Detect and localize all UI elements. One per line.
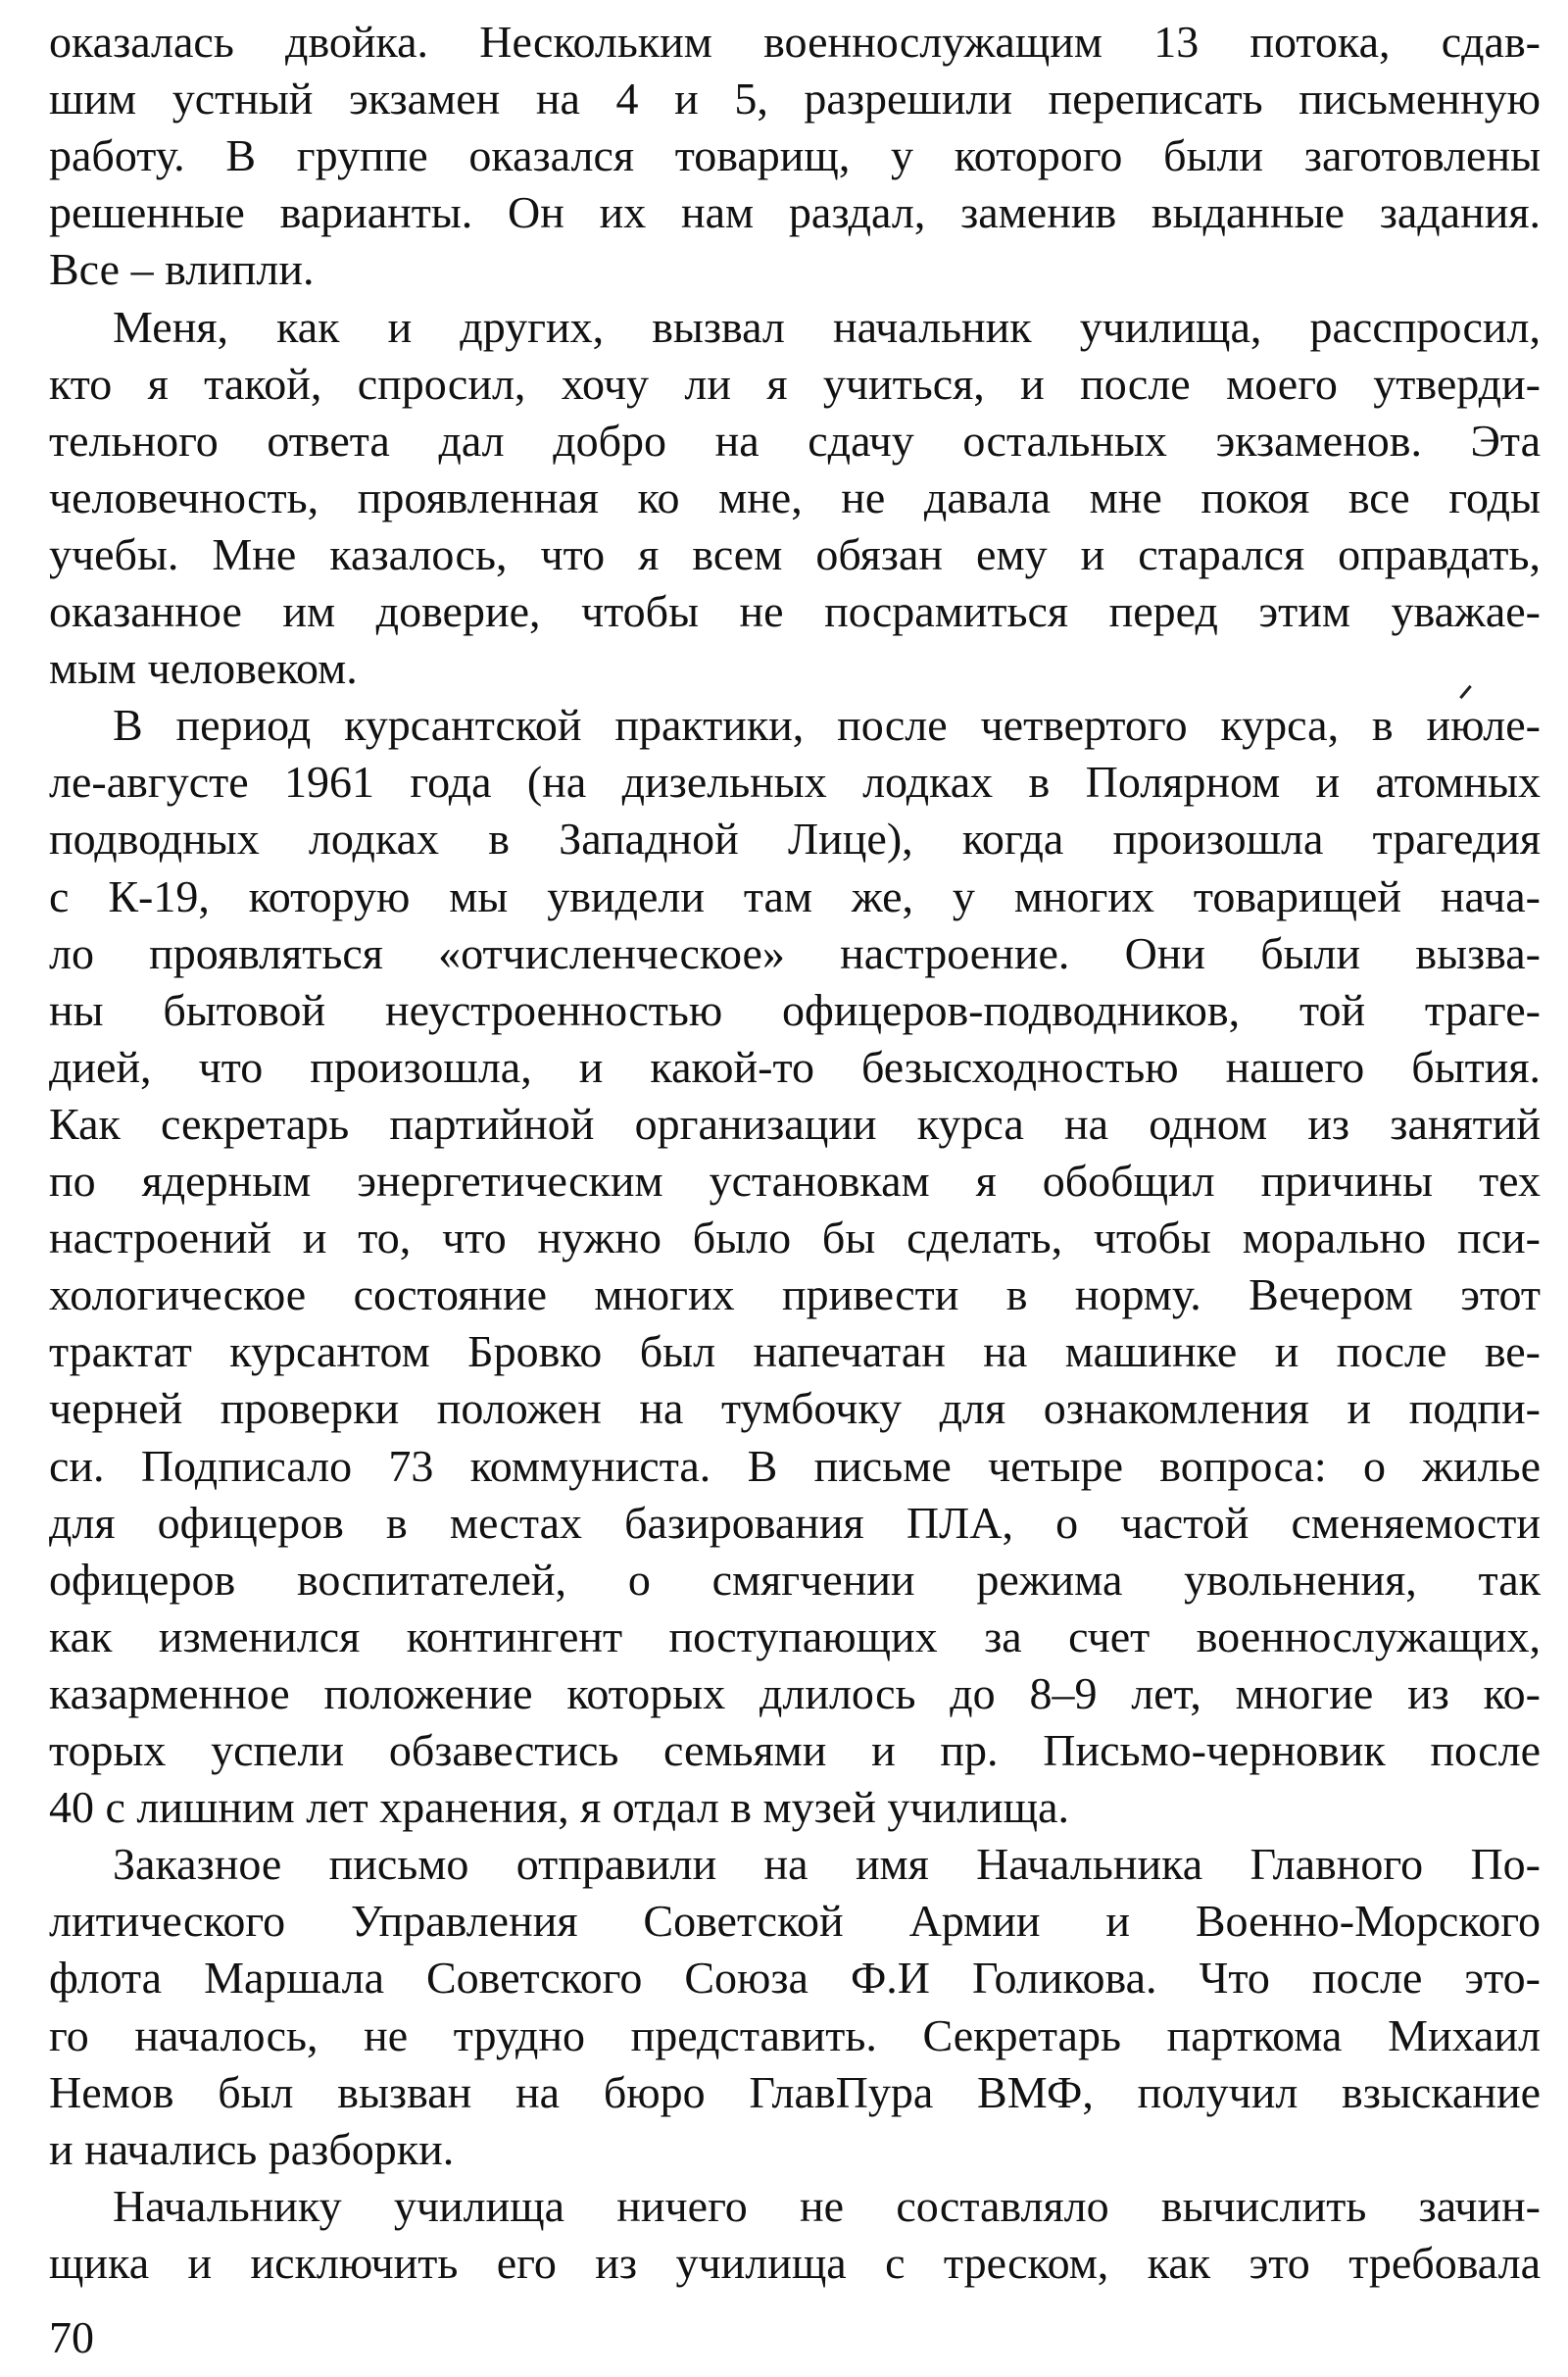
text-line: дией, что произошла, и какой-то безысходностью нашего бытия. bbox=[49, 1042, 1541, 1092]
text-line: хологическое состояние многих привести в норму. Вечером этот bbox=[49, 1269, 1541, 1319]
text-line: Как секретарь партийной организации курса на одном из занятий bbox=[49, 1099, 1541, 1149]
text-line: ле-августе 1961 года (на дизельных лодках в Полярном и атомных bbox=[49, 757, 1541, 807]
text-line: оказалась двойка. Нескольким военнослужащим 13 потока, сдав- bbox=[49, 17, 1541, 67]
text-line: Заказное письмо отправили на имя Начальника Главного По- bbox=[113, 1839, 1541, 1889]
text-line: ны бытовой неустроенностью офицеров-подводников, той траге- bbox=[49, 985, 1541, 1035]
text-line: оказанное им доверие, чтобы не посрамиться перед этим уважае- bbox=[49, 586, 1541, 636]
text-line: 40 с лишним лет хранения, я отдал в музей училища. bbox=[49, 1782, 1069, 1832]
text-line: ло проявляться «отчисленческое» настроение. Они были вызва- bbox=[49, 928, 1541, 978]
text-line: тельного ответа дал добро на сдачу остальных экзаменов. Эта bbox=[49, 416, 1541, 466]
text-line: торых успели обзавестись семьями и пр. Письмо-черновик после bbox=[49, 1725, 1541, 1775]
text-line: В период курсантской практики, после четвертого курса, в июле- bbox=[113, 700, 1541, 750]
text-line: настроений и то, что нужно было бы сделать, чтобы морально пси- bbox=[49, 1213, 1541, 1263]
page-number: 70 bbox=[49, 2312, 94, 2362]
text-line: го началось, не трудно представить. Секретарь парткома Михаил bbox=[49, 2010, 1541, 2060]
text-line: щика и исключить его из училища с треском, как это требовала bbox=[49, 2238, 1541, 2288]
text-line: казарменное положение которых длилось до 8–9 лет, многие из ко- bbox=[49, 1668, 1541, 1718]
text-line: си. Подписало 73 коммуниста. В письме четыре вопроса: о жилье bbox=[49, 1441, 1541, 1491]
text-line: как изменился контингент поступающих за счет военнослужащих, bbox=[49, 1611, 1541, 1661]
text-line: шим устный экзамен на 4 и 5, разрешили переписать письменную bbox=[49, 74, 1541, 124]
text-line: трактат курсантом Бровко был напечатан на машинке и после ве- bbox=[49, 1326, 1541, 1376]
text-line: решенные варианты. Он их нам раздал, заменив выданные задания. bbox=[49, 187, 1541, 237]
text-line: по ядерным энергетическим установкам я обобщил причины тех bbox=[49, 1156, 1541, 1206]
text-line: мым человеком. bbox=[49, 643, 358, 693]
text-line: черней проверки положен на тумбочку для ознакомления и подпи- bbox=[49, 1383, 1541, 1433]
text-line: офицеров воспитателей, о смягчении режима увольнения, так bbox=[49, 1555, 1541, 1605]
text-line: Все – влипли. bbox=[49, 244, 315, 294]
text-line: учебы. Мне казалось, что я всем обязан ему и старался оправдать, bbox=[49, 529, 1541, 579]
text-line: и начались разборки. bbox=[49, 2124, 455, 2174]
text-line: Начальнику училища ничего не составляло вычислить зачин- bbox=[113, 2181, 1541, 2231]
text-line: для офицеров в местах базирования ПЛА, о частой сменяемости bbox=[49, 1498, 1541, 1548]
text-line: Немов был вызван на бюро ГлавПура ВМФ, получил взыскание bbox=[49, 2067, 1541, 2117]
text-line: с К-19, которую мы увидели там же, у многих товарищей нача- bbox=[49, 871, 1541, 921]
text-line: подводных лодках в Западной Лице), когда произошла трагедия bbox=[49, 814, 1541, 864]
text-line: человечность, проявленная ко мне, не давала мне покоя все годы bbox=[49, 472, 1541, 522]
text-line: кто я такой, спросил, хочу ли я учиться, и после моего утверди- bbox=[49, 359, 1541, 409]
text-line: литического Управления Советской Армии и Военно-Морского bbox=[49, 1896, 1541, 1946]
text-line: Меня, как и других, вызвал начальник училища, расспросил, bbox=[113, 302, 1541, 352]
text-line: флота Маршала Советского Союза Ф.И Голикова. Что после это- bbox=[49, 1953, 1541, 2003]
text-line: работу. В группе оказался товарищ, у которого были заготовлены bbox=[49, 130, 1541, 180]
